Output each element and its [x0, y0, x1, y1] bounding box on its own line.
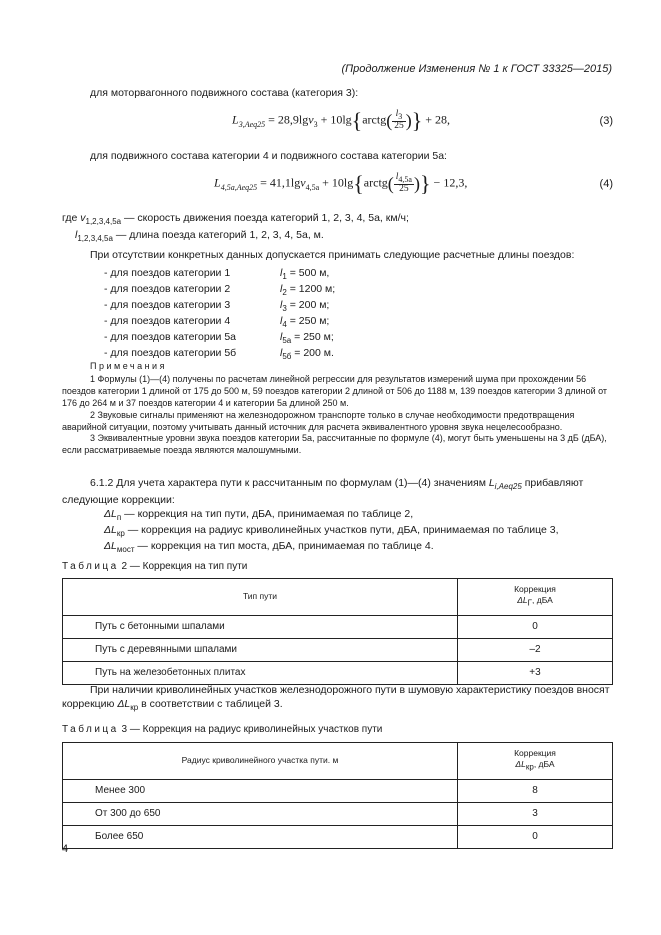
- train-length-item: [104, 314, 504, 330]
- train-length-value: [280, 330, 334, 347]
- train-length-value: [280, 314, 329, 331]
- table-3-caption-prefix: Таблица: [62, 724, 119, 735]
- train-length-value: [280, 346, 334, 363]
- formula-4-lhs: L: [214, 175, 221, 190]
- train-length-value: [280, 298, 329, 315]
- where-l-sub: 1,2,3,4,5а: [77, 234, 113, 244]
- formula-3: $L_{3,Aeq25} = 28,9\lg v_3$ + 10lg{arctg( $\frac{l_3}{25}$ )} + 28,: [232, 108, 451, 133]
- table-3-col-correction-symbol: ΔL: [515, 759, 526, 770]
- intro-category-3: для моторвагонного подвижного состава (категория 3):: [90, 87, 359, 99]
- table-3: [62, 742, 613, 849]
- table-3-value-cell: 8: [458, 780, 613, 803]
- section-6-1-2-symbol: L: [488, 477, 495, 489]
- table-2-caption: [62, 560, 247, 574]
- formula-3-lhs-sub: 3,Aeq25: [238, 119, 266, 129]
- formula-4-arctg: arctg: [363, 175, 388, 190]
- note-2: 2 Звуковые сигналы применяют на железнодорожном транспорте только в случае необходимости предотвращения аварийной ситуации, поэтому учитывать данный источник для расчета эквивалентного уровня звука нецелесообразно.: [62, 409, 575, 432]
- table-row: [63, 826, 613, 849]
- train-length-label: - для поездов категории 4: [104, 315, 231, 327]
- train-length-item: [104, 298, 504, 314]
- train-length-label: - для поездов категории 5а: [104, 331, 237, 343]
- formula-4-frac-num-sub: 4,5a: [398, 174, 412, 184]
- table-3-radius-cell: Менее 300: [63, 780, 458, 803]
- table-3-header-row: [63, 743, 613, 780]
- table-2-value-cell: –2: [458, 639, 613, 662]
- where-v-sub: 1,2,3,4,5а: [85, 217, 122, 227]
- table-3-value-cell: 0: [458, 826, 613, 849]
- section-6-1-2-text2: прибавляют следующие коррекции:: [62, 477, 584, 506]
- table-3-caption-text: 3 — Коррекция на радиус криволинейных участков пути: [121, 724, 383, 735]
- correction-sub: мост: [116, 545, 135, 555]
- table-3-col-correction: [458, 743, 613, 780]
- formula-4-var: v: [300, 175, 306, 190]
- table-2-caption-text: 2 — Коррекция на тип пути: [121, 561, 248, 572]
- table-2-type-cell: Путь на железобетонных плитах: [63, 662, 458, 685]
- correction-sub: п: [116, 513, 122, 523]
- formula-3-frac-den: 25: [394, 121, 404, 131]
- section-6-1-2-symbol-sub: i,Aeq25: [494, 482, 522, 492]
- train-length-item: [104, 266, 504, 282]
- formula-3-tail: + 28,: [425, 112, 451, 127]
- note-1: 1 Формулы (1)—(4) получены по расчетам линейной регрессии для результатов измерений шума при прохождении 56 поездов категории 1 длиной от 175 до 500 м, 59 поездов категории 2 длиной от 506 до 1188 м, 139 поездов категории 3 длиной от 176 до 264 м и 37 поездов категории 4 и категории 5а длиной 250 м.: [62, 374, 608, 408]
- train-length-number: = 200 м.: [291, 347, 334, 359]
- table-2-type-cell: Путь с бетонными шпалами: [63, 616, 458, 639]
- train-length-symbol: l: [280, 315, 283, 327]
- curve-text-1: При наличии криволинейных участков железнодорожного пути в шумовую характеристику поездов вносят коррекцию: [62, 684, 610, 711]
- section-6-1-2: [62, 476, 617, 507]
- train-length-symbol: l: [280, 267, 283, 279]
- note-3: 3 Эквивалентные уровни звука поездов категории 5а, рассчитанные по формуле (4), могут быть уменьшены на 3 дБ (дБА), если рассматриваемые поезда являются малошумными.: [62, 433, 607, 456]
- train-length-number: = 500 м,: [286, 267, 330, 279]
- table-2: [62, 578, 613, 685]
- page-number: 4: [62, 843, 69, 855]
- train-length-number: = 250 м;: [286, 315, 330, 327]
- train-length-number: = 1200 м;: [286, 283, 336, 295]
- correction-symbol: ΔL: [104, 508, 117, 520]
- formula-4: $L_{4,5a,Aeq25} = 41,1\lg v_{4,5a}$ + 10lg{arctg( $\frac{l_{4,5a}}{25}$ )} − 12,3,: [214, 171, 468, 196]
- formula-3-fraction: [392, 110, 406, 132]
- absence-text: При отсутствии конкретных данных допускается принимать следующие расчетные длины поездов:: [90, 249, 575, 261]
- train-length-sub: 4: [282, 320, 287, 330]
- train-length-sub: 1: [282, 272, 287, 282]
- train-length-value: [280, 282, 335, 299]
- correction-symbol: ΔL: [104, 524, 117, 536]
- table-2-col-correction-label: Коррекция: [514, 584, 556, 595]
- train-length-number: = 250 м;: [291, 331, 334, 343]
- correction-text: — коррекция на тип пути, дБА, принимаемая по таблице 2,: [121, 508, 414, 520]
- correction-text: — коррекция на тип моста, дБА, принимаемая по таблице 4.: [134, 540, 434, 552]
- train-length-sub: 3: [282, 304, 287, 314]
- table-2-col-correction-symbol: ΔL: [517, 595, 528, 606]
- train-length-sub: 5б: [282, 352, 292, 362]
- table-2-value-cell: +3: [458, 662, 613, 685]
- formula-4-fraction: [394, 173, 414, 195]
- where-prefix: где: [62, 212, 78, 224]
- where-length: [75, 228, 630, 245]
- table-2-col-correction: [458, 579, 613, 616]
- page-header: (Продолжение Изменения № 1 к ГОСТ 33325—2015): [341, 63, 612, 75]
- table-row: [63, 780, 613, 803]
- correction-item: [104, 523, 559, 540]
- train-length-value: [280, 266, 329, 283]
- correction-item: [104, 539, 434, 556]
- correction-item: [104, 507, 413, 524]
- train-length-symbol: l: [280, 283, 283, 295]
- train-length-item: [104, 330, 504, 346]
- curve-symbol-sub: кр: [130, 703, 139, 713]
- train-length-label: - для поездов категории 5б: [104, 347, 237, 359]
- table-2-value-cell: 0: [458, 616, 613, 639]
- train-length-symbol: l: [280, 331, 283, 343]
- table-3-caption: [62, 723, 382, 737]
- formula-4-var-sub: 4,5a: [305, 182, 320, 192]
- formula-4-frac-den: 25: [399, 184, 409, 194]
- table-row: [63, 616, 613, 639]
- formula-3-frac-num-sub: 3: [398, 111, 403, 121]
- formula-4-tail: − 12,3,: [433, 175, 468, 190]
- formula-3-lhs: L: [232, 112, 239, 127]
- table-3-col-radius: Радиус криволинейного участка пути. м: [63, 743, 458, 780]
- formula-4-lg: + 10lg: [322, 175, 354, 190]
- table-3-value-cell: 3: [458, 803, 613, 826]
- formula-4-frac-num: l: [395, 171, 399, 182]
- intro-category-4: для подвижного состава категории 4 и подвижного состава категории 5а:: [90, 150, 447, 162]
- table-2-caption-prefix: Таблица: [62, 561, 119, 572]
- train-length-sub: 5а: [282, 336, 292, 346]
- section-6-1-2-text1: 6.1.2 Для учета характера пути к рассчитанным по формулам (1)—(4) значениям: [90, 477, 489, 489]
- formula-3-var-sub: 3: [313, 119, 318, 129]
- formula-3-lg: + 10lg: [320, 112, 352, 127]
- formula-3-var: v: [308, 112, 314, 127]
- table-3-col-correction-sub: кр: [525, 763, 534, 773]
- table-2-header-row: [63, 579, 613, 616]
- formula-4-lhs-sub: 4,5a,Aeq25: [220, 182, 258, 192]
- table-3-radius-cell: Более 650: [63, 826, 458, 849]
- table-2-col-correction-sub: Г: [527, 599, 533, 609]
- where-v-text: — скорость движения поезда категорий 1, 2, 3, 4, 5а, км/ч;: [124, 212, 409, 224]
- notes-title: [90, 360, 167, 372]
- table-2-col-correction-unit: , дБА: [532, 595, 553, 606]
- where-v-symbol: v: [80, 212, 86, 224]
- table-2-type-cell: Путь с деревянными шпалами: [63, 639, 458, 662]
- train-length-label: - для поездов категории 1: [104, 267, 231, 279]
- formula-3-frac-num: l: [395, 108, 399, 119]
- table-2-col-type: Тип пути: [63, 579, 458, 616]
- table-row: [63, 803, 613, 826]
- where-l-symbol: l: [75, 229, 78, 241]
- table-row: [63, 662, 613, 685]
- formula-4-coef: = 41,1lg: [260, 175, 301, 190]
- train-length-symbol: l: [280, 347, 283, 359]
- curve-symbol: ΔL: [117, 698, 131, 711]
- train-length-sub: 2: [282, 288, 287, 298]
- table-3-radius-cell: От 300 до 650: [63, 803, 458, 826]
- train-length-label: - для поездов категории 3: [104, 299, 231, 311]
- table-3-col-correction-label: Коррекция: [514, 748, 556, 759]
- correction-text: — коррекция на радиус криволинейных участков пути, дБА, принимаемая по таблице 3,: [124, 524, 559, 536]
- notes-title-text: Примечания: [90, 361, 167, 371]
- correction-symbol: ΔL: [104, 540, 117, 552]
- where-velocity: [62, 211, 617, 228]
- correction-sub: кр: [116, 529, 125, 539]
- train-length-number: = 200 м;: [286, 299, 330, 311]
- notes-block: [62, 374, 617, 457]
- train-length-item: [104, 282, 504, 298]
- where-l-text: — длина поезда категорий 1, 2, 3, 4, 5а, м.: [115, 229, 324, 241]
- train-length-label: - для поездов категории 2: [104, 283, 231, 295]
- curve-text-2: в соответствии с таблицей 3.: [138, 698, 283, 711]
- formula-3-arctg: arctg: [362, 112, 387, 127]
- formula-3-coef: = 28,9lg: [268, 112, 309, 127]
- formula-4-number: (4): [599, 178, 613, 190]
- train-length-symbol: l: [280, 299, 283, 311]
- table-row: [63, 639, 613, 662]
- formula-3-number: (3): [599, 115, 613, 127]
- curve-paragraph: [62, 683, 617, 714]
- table-3-col-correction-unit: , дБА: [533, 759, 555, 770]
